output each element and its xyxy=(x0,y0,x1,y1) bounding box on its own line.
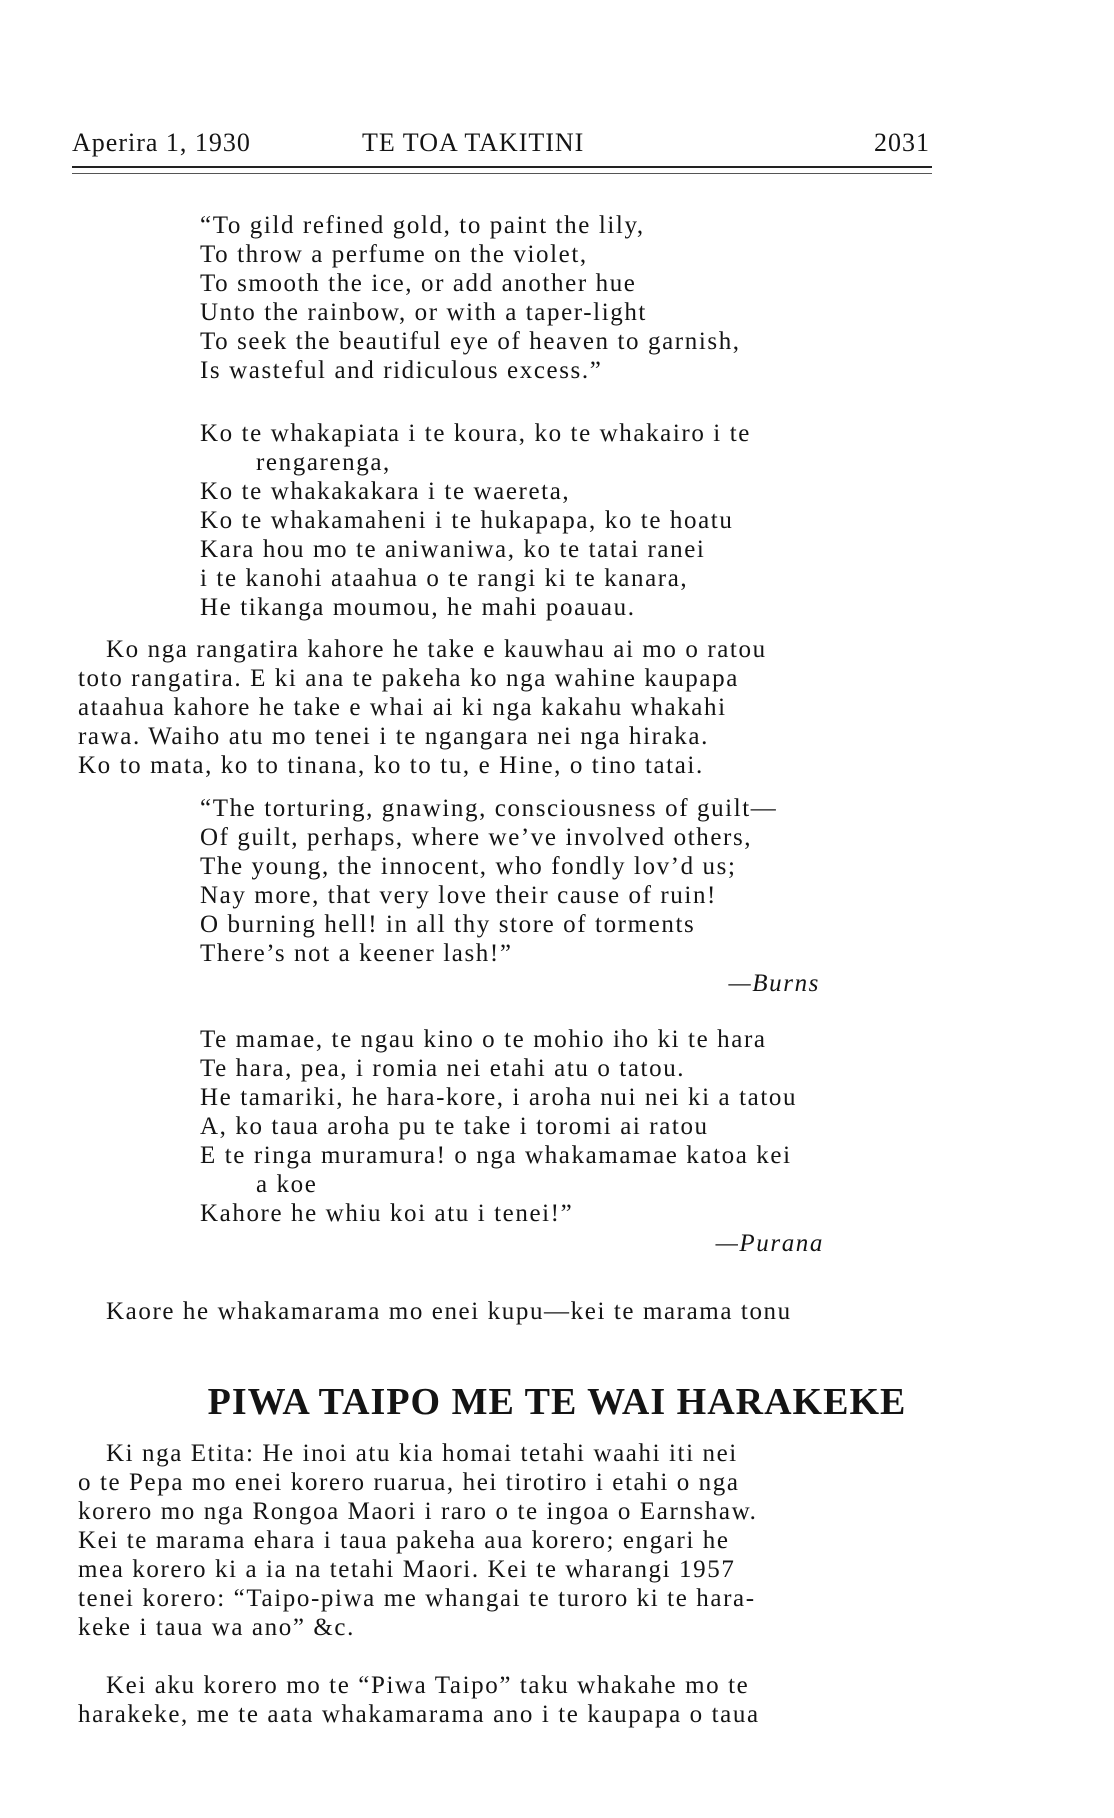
poem-line: i te kanohi ataahua o te rangi ki te kanara, xyxy=(200,565,689,592)
poem-line: O burning hell! in all thy store of torments xyxy=(200,911,696,938)
paragraph-line: harakeke, me te aata whakamarama ano i te kaupapa o taua xyxy=(78,1701,760,1728)
poem-line: Ko te whakamaheni i te hukapapa, ko te hoatu xyxy=(200,507,734,534)
poem-line: “The torturing, gnawing, consciousness of guilt— xyxy=(200,795,778,822)
poem-line: “To gild refined gold, to paint the lily, xyxy=(200,212,645,239)
poem-author: —Burns xyxy=(728,970,820,997)
poem-author: —Purana xyxy=(715,1230,824,1257)
poem-line: He tamariki, he hara-kore, i aroha nui nei ki a tatou xyxy=(200,1084,798,1111)
article-heading: PIWA TAIPO ME TE WAI HARAKEKE xyxy=(207,1381,907,1423)
paragraph-line: Kei aku korero mo te “Piwa Taipo” taku whakahe mo te xyxy=(106,1672,750,1699)
paragraph-line: toto rangatira. E ki ana te pakeha ko nga wahine kaupapa xyxy=(78,665,739,692)
paragraph-line: o te Pepa mo enei korero ruarua, hei tirotiro i etahi o nga xyxy=(78,1469,740,1496)
header-rule xyxy=(72,166,932,168)
poem-line: rengarenga, xyxy=(256,449,391,476)
poem-line: He tikanga moumou, he mahi poauau. xyxy=(200,594,636,621)
poem-line: To seek the beautiful eye of heaven to garnish, xyxy=(200,328,741,355)
poem-line: Te mamae, te ngau kino o te mohio iho ki te hara xyxy=(200,1026,767,1053)
poem-line: There’s not a keener lash!” xyxy=(200,940,513,967)
poem-line: Ko te whakakakara i te waereta, xyxy=(200,478,571,505)
poem-line: E te ringa muramura! o nga whakamamae katoa kei xyxy=(200,1142,792,1169)
poem-line: Kahore he whiu koi atu i tenei!” xyxy=(200,1200,574,1227)
closing-text: Kaore he whakamarama mo enei kupu—kei te marama tonu xyxy=(106,1298,792,1325)
poem-line: Unto the rainbow, or with a taper-light xyxy=(200,299,647,326)
paragraph-line: Kei te marama ehara i taua pakeha aua korero; engari he xyxy=(78,1527,730,1554)
paragraph-line: ataahua kahore he take e whai ai ki nga kakahu whakahi xyxy=(78,694,727,721)
paragraph-line: keke i taua wa ano” &c. xyxy=(78,1614,355,1641)
header-rule-thin xyxy=(72,173,932,174)
poem-line: Nay more, that very love their cause of ruin! xyxy=(200,882,717,909)
paragraph-line: Ko nga rangatira kahore he take e kauwhau ai mo o ratou xyxy=(106,636,767,663)
header-page-number: 2031 xyxy=(874,128,930,157)
poem-line: Is wasteful and ridiculous excess.” xyxy=(200,357,603,384)
header-date: Aperira 1, 1930 xyxy=(72,128,251,157)
poem-line: A, ko taua aroha pu te take i toromi ai ratou xyxy=(200,1113,709,1140)
poem-line: Kara hou mo te aniwaniwa, ko te tatai ranei xyxy=(200,536,706,563)
poem-line: Ko te whakapiata i te koura, ko te whakairo i te xyxy=(200,420,751,447)
poem-line: To throw a perfume on the violet, xyxy=(200,241,588,268)
poem-line: a koe xyxy=(256,1171,318,1198)
poem-line: The young, the innocent, who fondly lov’d us; xyxy=(200,853,737,880)
paragraph-line: tenei korero: “Taipo-piwa me whangai te turoro ki te hara- xyxy=(78,1585,756,1612)
paragraph-line: rawa. Waiho atu mo tenei i te ngangara nei nga hiraka. xyxy=(78,723,709,750)
header-title: TE TOA TAKITINI xyxy=(362,128,585,157)
poem-line: Of guilt, perhaps, where we’ve involved others, xyxy=(200,824,753,851)
paragraph-line: Ko to mata, ko to tinana, ko to tu, e Hine, o tino tatai. xyxy=(78,752,704,779)
paragraph-line: korero mo nga Rongoa Maori i raro o te ingoa o Earnshaw. xyxy=(78,1498,758,1525)
paragraph-line: Ki nga Etita: He inoi atu kia homai tetahi waahi iti nei xyxy=(106,1440,738,1467)
poem-line: Te hara, pea, i romia nei etahi atu o tatou. xyxy=(200,1055,686,1082)
page-header xyxy=(72,128,936,168)
paragraph-line: mea korero ki a ia na tetahi Maori. Kei te wharangi 1957 xyxy=(78,1556,736,1583)
poem-line: To smooth the ice, or add another hue xyxy=(200,270,637,297)
